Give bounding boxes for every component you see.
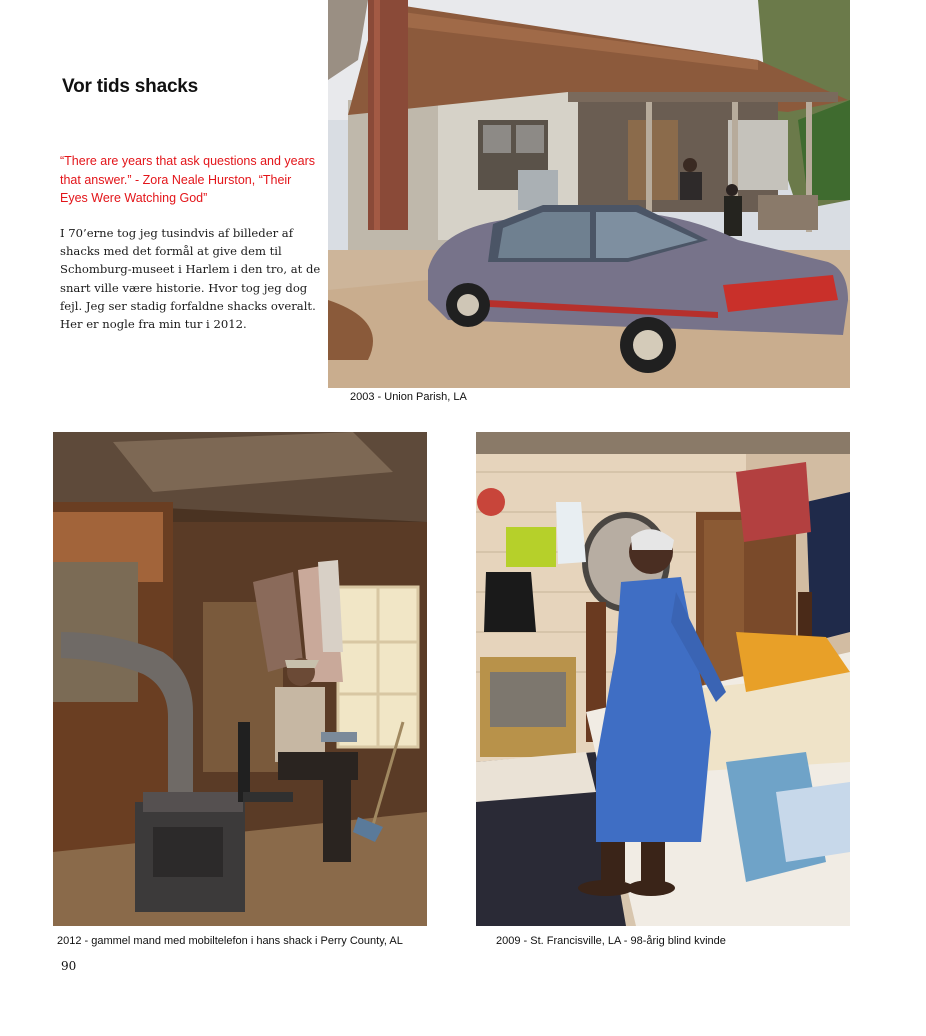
- photo-union-parish: [328, 0, 850, 388]
- pull-quote: “There are years that ask questions and years that answer.” - Zora Neale Hurston, “Their Eyes Were Watching God”: [60, 154, 315, 205]
- photo-caption-st-francisville: 2009 - St. Francisville, LA - 98-årig blind kvinde: [496, 935, 726, 947]
- page-title: Vor tids shacks: [62, 76, 199, 97]
- page-number: 90: [61, 959, 77, 973]
- body-paragraph: I 70’erne tog jeg tusindvis af billeder af shacks med det formål at give dem til Schomburg-museet i Harlem i den tro, at de snart ville være historie. Hvor tog jeg dog fejl. Jeg ser stadig forfaldne shacks overalt. Her er nogle fra min tur i 2012.: [60, 226, 321, 332]
- photo-caption-perry-county: 2012 - gammel mand med mobiltelefon i hans shack i Perry County, AL: [57, 935, 403, 947]
- photo-perry-county: [53, 432, 427, 926]
- photo-caption-union-parish: 2003 - Union Parish, LA: [350, 391, 467, 403]
- photo-st-francisville: [476, 432, 850, 926]
